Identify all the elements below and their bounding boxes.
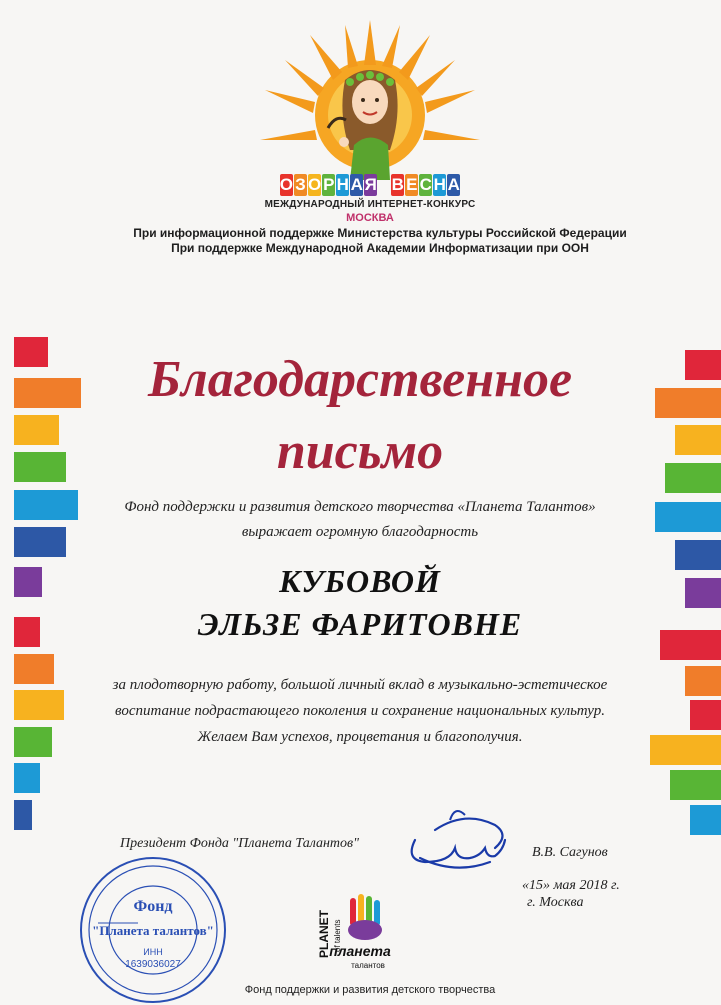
decor-bar — [14, 378, 81, 408]
decor-bar — [675, 540, 721, 570]
recipient-given-name: ЭЛЬЗЕ ФАРИТОВНЕ — [197, 606, 523, 642]
decor-bar — [665, 463, 721, 493]
intro-line-2: выражает огромную благодарность — [241, 524, 479, 540]
contest-title-letter: Н — [433, 175, 446, 194]
contest-title-letter — [378, 174, 390, 196]
stamp-inn-label: ИНН — [143, 947, 163, 957]
contest-title-letter: Е — [406, 175, 418, 194]
contest-title-letter: О — [279, 175, 293, 194]
logo-of-talents: of talents — [333, 919, 342, 952]
contest-title-letter: О — [308, 175, 322, 194]
signature-image — [395, 800, 525, 880]
contest-title — [245, 174, 495, 198]
message-line-2: воспитание подрастающего поколения и сохранение национальных культур. — [115, 703, 605, 719]
signature-date: «15» мая 2018 г. — [522, 878, 620, 893]
decor-bar — [655, 502, 721, 532]
decor-bar — [14, 490, 78, 520]
decor-bar — [14, 337, 48, 367]
contest-title-letter: А — [350, 175, 363, 194]
decor-bar — [14, 800, 32, 830]
decor-bar — [14, 415, 59, 445]
message-line-1: за плодотворную работу, большой личный вклад в музыкально-эстетическое — [112, 677, 608, 693]
logo-name: планета — [329, 943, 391, 959]
decor-bar — [14, 727, 52, 757]
decor-bar — [655, 388, 721, 418]
decor-bar — [14, 617, 40, 647]
decor-bar — [685, 666, 721, 696]
contest-title-letter: С — [419, 175, 432, 194]
decor-bar — [685, 350, 721, 380]
decor-bar — [675, 425, 721, 455]
recipient-surname: КУБОВОЙ — [279, 563, 441, 599]
message-line-3: Желаем Вам успехов, процветания и благополучия. — [197, 729, 523, 745]
decor-bar — [14, 452, 66, 482]
decor-bar — [14, 763, 40, 793]
decor-bar — [690, 700, 721, 730]
logo-sub: талантов — [351, 961, 385, 970]
signatory-name: В.В. Сагунов — [532, 845, 608, 860]
decor-bar — [14, 690, 64, 720]
footer-text: Фонд поддержки и развития детского творчества — [244, 984, 496, 996]
stamp-org-name: "Планета талантов" — [92, 923, 214, 938]
intro-line-1: Фонд поддержки и развития детского творчества «Планета Талантов» — [124, 499, 596, 515]
decor-bar — [660, 630, 721, 660]
contest-title-letter: В — [391, 175, 404, 194]
contest-subtitle: МЕЖДУНАРОДНЫЙ ИНТЕРНЕТ-КОНКУРС — [264, 199, 476, 210]
organization-stamp — [78, 855, 228, 1005]
contest-title-letter: Р — [323, 175, 335, 194]
contest-logo — [250, 20, 490, 180]
signatory-position: Президент Фонда "Планета Талантов" — [120, 836, 359, 851]
decor-bar — [650, 735, 721, 765]
support-line-academy: При поддержке Международной Академии Информатизации при ООН — [171, 241, 589, 255]
planet-of-talents-logo — [317, 888, 400, 973]
stamp-inn: 1639036027 — [125, 959, 181, 970]
decor-bar — [690, 805, 721, 835]
decor-bar — [14, 527, 66, 557]
support-lines — [100, 226, 660, 256]
decor-bar — [14, 654, 54, 684]
stamp-word-fund: Фонд — [133, 898, 173, 915]
logo-planet-word: PLANET — [317, 910, 331, 958]
contest-title-letter: Я — [364, 175, 377, 194]
support-line-ministry: При информационной поддержке Министерства культуры Российской Федерации — [133, 226, 627, 240]
decor-bar — [14, 567, 42, 597]
contest-title-letter: З — [295, 175, 306, 194]
heading-line-2: письмо — [276, 423, 444, 480]
contest-title-letter: А — [447, 175, 460, 194]
decor-bar — [685, 578, 721, 608]
decor-bar — [670, 770, 721, 800]
contest-title-letter: Н — [336, 175, 349, 194]
contest-city: МОСКВА — [346, 212, 394, 224]
signature-place: г. Москва — [527, 895, 584, 910]
heading-line-1: Благодарственное — [147, 351, 573, 408]
paint-hand-icon — [348, 894, 382, 940]
